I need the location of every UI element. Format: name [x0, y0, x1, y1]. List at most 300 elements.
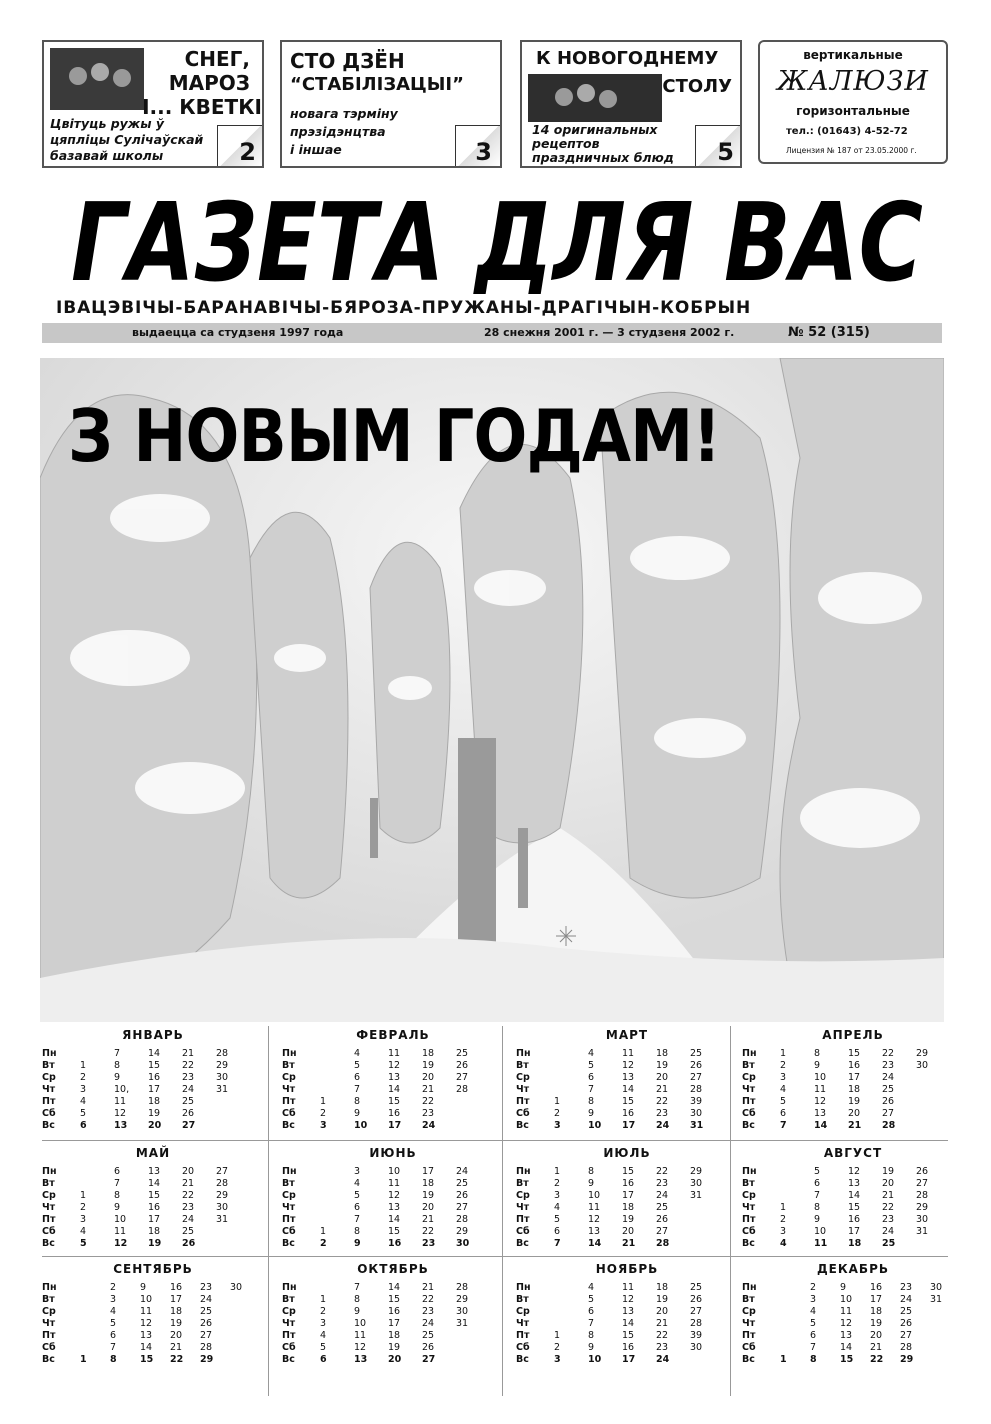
- calendar-date: 7: [114, 1178, 121, 1189]
- new-year-headline: З НОВЫМ ГОДАМ!: [68, 394, 721, 478]
- calendar-date: 18: [848, 1084, 861, 1095]
- teaser-box-1[interactable]: [42, 40, 264, 168]
- calendar-day-name: Вт: [42, 1178, 55, 1189]
- calendar-divider: [268, 1026, 269, 1396]
- calendar-date: 20: [422, 1202, 435, 1213]
- calendar-date: 19: [422, 1060, 435, 1071]
- calendar-week-row: [742, 1202, 964, 1214]
- calendar-date: 18: [388, 1330, 401, 1341]
- calendar-week-row: [516, 1072, 738, 1084]
- calendar-date: 10,: [114, 1084, 130, 1095]
- calendar-date: 1: [80, 1354, 87, 1365]
- calendar-date: 5: [814, 1166, 821, 1177]
- calendar-week-row: [516, 1306, 738, 1318]
- calendar-date: 11: [388, 1178, 401, 1189]
- calendar-date: 27: [690, 1306, 703, 1317]
- calendar-day-name: Пт: [282, 1096, 296, 1107]
- calendar-week-row: [42, 1342, 264, 1354]
- teaser-page-number: 3: [475, 138, 492, 166]
- calendar-date: 2: [80, 1072, 87, 1083]
- calendar-date: 25: [882, 1238, 896, 1249]
- calendar-date: 28: [456, 1282, 469, 1293]
- calendar-week-row: [516, 1120, 738, 1132]
- calendar-date: 25: [200, 1306, 213, 1317]
- calendar-date: 1: [80, 1190, 87, 1201]
- calendar-date: 21: [870, 1342, 883, 1353]
- calendar-day-name: Пн: [516, 1048, 531, 1059]
- calendar-date: 5: [780, 1096, 787, 1107]
- calendar-date: 28: [900, 1342, 913, 1353]
- calendar-date: 25: [690, 1282, 703, 1293]
- calendar-date: 26: [456, 1190, 469, 1201]
- ad-horizontal-label: горизонтальные: [796, 104, 910, 118]
- calendar-date: 26: [690, 1294, 703, 1305]
- calendar-date: 27: [656, 1226, 669, 1237]
- calendar-month: [516, 1146, 738, 1258]
- calendar-month-name: ДЕКАБРЬ: [816, 1262, 890, 1276]
- calendar-week-row: [742, 1282, 964, 1294]
- calendar-day-name: Пт: [42, 1096, 56, 1107]
- calendar-date: 19: [870, 1318, 883, 1329]
- calendar-date: 22: [422, 1096, 435, 1107]
- calendar-date: 29: [900, 1354, 914, 1365]
- calendar-date: 3: [80, 1214, 87, 1225]
- calendar-date: 10: [840, 1294, 853, 1305]
- calendar-date: 29: [216, 1060, 229, 1071]
- calendar-date: 18: [622, 1202, 635, 1213]
- calendar-date: 5: [588, 1060, 595, 1071]
- calendar-date: 28: [690, 1084, 703, 1095]
- calendar-week-row: [282, 1238, 504, 1250]
- calendar-date: 3: [320, 1120, 327, 1131]
- calendar-date: 30: [930, 1282, 943, 1293]
- calendar-date: 10: [588, 1190, 601, 1201]
- calendar-day-name: Пт: [42, 1214, 56, 1225]
- calendar-week-row: [282, 1354, 504, 1366]
- calendar-divider: [42, 1256, 948, 1257]
- teaser-subtitle-line: і іншае: [290, 142, 342, 157]
- calendar-date: 20: [182, 1166, 195, 1177]
- calendar-date: 12: [114, 1108, 127, 1119]
- calendar-date: 1: [320, 1096, 327, 1107]
- calendar-day-name: Вт: [742, 1294, 755, 1305]
- calendar-day-name: Вт: [516, 1294, 529, 1305]
- calendar-date: 27: [200, 1330, 213, 1341]
- calendar-date: 6: [320, 1354, 327, 1365]
- calendar-date: 6: [80, 1120, 87, 1131]
- calendar-day-name: Вс: [282, 1120, 295, 1131]
- calendar-divider: [730, 1026, 731, 1396]
- calendar-day-name: Сб: [742, 1342, 756, 1353]
- blinds-advertisement[interactable]: [758, 40, 948, 164]
- calendar-date: 3: [320, 1318, 327, 1329]
- calendar-date: 21: [182, 1178, 195, 1189]
- calendar-date: 27: [182, 1120, 196, 1131]
- calendar-date: 22: [656, 1096, 669, 1107]
- teaser-box-3[interactable]: [520, 40, 742, 168]
- calendar-date: 29: [216, 1190, 229, 1201]
- calendar-date: 1: [554, 1096, 561, 1107]
- calendar-day-name: Вс: [742, 1120, 755, 1131]
- calendar-date: 21: [422, 1214, 435, 1225]
- calendar-date: 28: [656, 1238, 670, 1249]
- calendar-week-row: [742, 1342, 964, 1354]
- calendar-date: 24: [422, 1120, 436, 1131]
- calendar-week-row: [282, 1060, 504, 1072]
- calendar-date: 9: [140, 1282, 147, 1293]
- calendar-month-name: НОЯБРЬ: [595, 1262, 659, 1276]
- calendar-date: 8: [588, 1096, 595, 1107]
- calendar-day-name: Пн: [282, 1048, 297, 1059]
- calendar-date: 11: [840, 1306, 853, 1317]
- calendar-day-name: Ср: [282, 1306, 296, 1317]
- teaser-box-2[interactable]: [280, 40, 502, 168]
- calendar-date: 18: [656, 1282, 669, 1293]
- calendar-date: 12: [622, 1294, 635, 1305]
- calendar-day-name: Вт: [742, 1178, 755, 1189]
- calendar-week-row: [516, 1238, 738, 1250]
- calendar-date: 27: [882, 1108, 895, 1119]
- calendar-day-name: Пн: [742, 1282, 757, 1293]
- calendar-day-name: Чт: [516, 1084, 530, 1095]
- calendar-week-row: [42, 1306, 264, 1318]
- calendar-day-name: Пн: [282, 1166, 297, 1177]
- calendar-date: 9: [588, 1178, 595, 1189]
- calendar-day-name: Чт: [282, 1318, 296, 1329]
- calendar-day-name: Чт: [516, 1318, 530, 1329]
- teaser-page-number: 5: [717, 138, 734, 166]
- calendar-week-row: [42, 1108, 264, 1120]
- calendar-date: 9: [114, 1202, 121, 1213]
- calendar-week-row: [742, 1238, 964, 1250]
- calendar-date: 7: [354, 1282, 361, 1293]
- calendar-week-row: [42, 1166, 264, 1178]
- calendar-date: 30: [456, 1306, 469, 1317]
- calendar-date: 12: [140, 1318, 153, 1329]
- calendar-week-row: [742, 1354, 964, 1366]
- calendar-date: 18: [870, 1306, 883, 1317]
- calendar-date: 28: [216, 1048, 229, 1059]
- calendar-date: 13: [622, 1306, 635, 1317]
- calendar-week-row: [42, 1318, 264, 1330]
- calendar-date: 20: [870, 1330, 883, 1341]
- calendar-date: 17: [622, 1120, 636, 1131]
- calendar-week-row: [742, 1330, 964, 1342]
- calendar-day-name: Пт: [516, 1214, 530, 1225]
- calendar-date: 19: [882, 1166, 895, 1177]
- calendar-day-name: Вс: [42, 1238, 55, 1249]
- calendar-week-row: [282, 1048, 504, 1060]
- calendar-date: 16: [622, 1342, 635, 1353]
- calendar-day-name: Чт: [282, 1084, 296, 1095]
- calendar-date: 4: [80, 1226, 87, 1237]
- calendar-date: 4: [810, 1306, 817, 1317]
- calendar-date: 10: [588, 1120, 602, 1131]
- calendar-day-name: Пт: [742, 1214, 756, 1225]
- calendar-date: 14: [140, 1342, 153, 1353]
- calendar-date: 25: [182, 1096, 195, 1107]
- issue-dates: 28 снежня 2001 г. — 3 студзеня 2002 г.: [484, 326, 735, 339]
- calendar-date: 5: [320, 1342, 327, 1353]
- calendar-day-name: Вт: [282, 1178, 295, 1189]
- calendar-date: 1: [320, 1294, 327, 1305]
- calendar-date: 24: [200, 1294, 213, 1305]
- calendar-date: 22: [182, 1190, 195, 1201]
- masthead-cities: ІВАЦЭВІЧЫ-БАРАНАВІЧЫ-БЯРОЗА-ПРУЖАНЫ-ДРАГІЧЫН-КОБРЫН: [56, 298, 752, 318]
- calendar-date: 25: [456, 1048, 469, 1059]
- calendar-date: 26: [690, 1060, 703, 1071]
- calendar-date: 7: [554, 1238, 561, 1249]
- calendar-date: 28: [916, 1190, 929, 1201]
- calendar-date: 27: [216, 1166, 229, 1177]
- calendar-week-row: [742, 1108, 964, 1120]
- calendar-week-row: [742, 1318, 964, 1330]
- calendar-date: 5: [554, 1214, 561, 1225]
- calendar-date: 9: [814, 1060, 821, 1071]
- calendar-day-name: Пн: [516, 1166, 531, 1177]
- calendar-day-name: Сб: [42, 1342, 56, 1353]
- calendar-date: 30: [216, 1072, 229, 1083]
- calendar-date: 8: [588, 1166, 595, 1177]
- calendar-week-row: [282, 1120, 504, 1132]
- calendar-date: 16: [148, 1202, 161, 1213]
- calendar-date: 17: [148, 1214, 161, 1225]
- calendar-date: 8: [354, 1226, 361, 1237]
- calendar-date: 9: [588, 1342, 595, 1353]
- calendar-week-row: [742, 1226, 964, 1238]
- calendar-month: [282, 1146, 504, 1258]
- calendar-week-row: [516, 1342, 738, 1354]
- calendar-date: 7: [588, 1084, 595, 1095]
- calendar-date: 11: [622, 1282, 635, 1293]
- calendar-date: 17: [848, 1226, 861, 1237]
- calendar-date: 4: [354, 1178, 361, 1189]
- calendar-date: 25: [656, 1202, 669, 1213]
- calendar-month-name: ОКТЯБРЬ: [357, 1262, 429, 1276]
- calendar-date: 15: [388, 1294, 401, 1305]
- teaser-page-number: 2: [239, 138, 256, 166]
- calendar-date: 13: [388, 1072, 401, 1083]
- calendar-date: 1: [554, 1330, 561, 1341]
- calendar-day-name: Чт: [42, 1318, 56, 1329]
- calendar-date: 17: [148, 1084, 161, 1095]
- teaser-subtitle-line: базавай школы: [50, 148, 164, 163]
- teaser-subtitle-line: 14 оригинальных: [532, 122, 658, 137]
- calendar-day-name: Сб: [742, 1226, 756, 1237]
- calendar-day-name: Пн: [282, 1282, 297, 1293]
- calendar-date: 8: [354, 1096, 361, 1107]
- calendar-date: 6: [354, 1072, 361, 1083]
- calendar-date: 19: [422, 1190, 435, 1201]
- calendar-date: 14: [622, 1084, 635, 1095]
- calendar-date: 15: [388, 1096, 401, 1107]
- calendar-date: 8: [814, 1202, 821, 1213]
- newspaper-masthead: [64, 190, 930, 294]
- calendar-date: 22: [182, 1060, 195, 1071]
- calendar-date: 10: [114, 1214, 127, 1225]
- calendar-day-name: Ср: [742, 1306, 756, 1317]
- calendar-day-name: Сб: [42, 1108, 56, 1119]
- calendar-date: 16: [388, 1306, 401, 1317]
- calendar-date: 30: [916, 1214, 929, 1225]
- calendar-date: 25: [882, 1084, 895, 1095]
- teaser-headline-line: І... КВЕТКІ: [142, 95, 262, 119]
- calendar-date: 26: [900, 1318, 913, 1329]
- calendar-date: 18: [422, 1178, 435, 1189]
- calendar-month: [42, 1146, 264, 1258]
- calendar-date: 2: [110, 1282, 117, 1293]
- calendar-date: 29: [690, 1166, 703, 1177]
- calendar-date: 13: [388, 1202, 401, 1213]
- ad-product-name: ЖАЛЮЗИ: [777, 66, 929, 97]
- calendar-week-row: [516, 1214, 738, 1226]
- masthead-title: ГАЗЕТА ДЛЯ ВАС: [71, 190, 923, 294]
- calendar-week-row: [282, 1178, 504, 1190]
- calendar-day-name: Пн: [42, 1282, 57, 1293]
- calendar-month-name: ЯНВАРЬ: [122, 1028, 184, 1042]
- calendar-date: 24: [422, 1318, 435, 1329]
- calendar-date: 18: [422, 1048, 435, 1059]
- calendar-date: 4: [554, 1202, 561, 1213]
- calendar-date: 29: [916, 1202, 929, 1213]
- calendar-day-name: Пн: [42, 1166, 57, 1177]
- calendar-day-name: Вт: [516, 1060, 529, 1071]
- calendar-date: 20: [622, 1226, 635, 1237]
- calendar-date: 6: [588, 1306, 595, 1317]
- calendar-month: [282, 1028, 504, 1140]
- calendar-day-name: Вт: [42, 1060, 55, 1071]
- calendar-date: 26: [916, 1166, 929, 1177]
- calendar-divider: [42, 1140, 948, 1141]
- calendar-week-row: [516, 1226, 738, 1238]
- calendar-date: 5: [810, 1318, 817, 1329]
- calendar-week-row: [282, 1214, 504, 1226]
- issue-info-bar: [42, 323, 942, 343]
- calendar-date: 12: [354, 1342, 367, 1353]
- calendar-week-row: [42, 1096, 264, 1108]
- calendar-date: 7: [114, 1048, 121, 1059]
- teaser-headline-line: МАРОЗ: [168, 71, 250, 95]
- calendar-week-row: [742, 1084, 964, 1096]
- calendar-date: 6: [588, 1072, 595, 1083]
- calendar-date: 11: [388, 1048, 401, 1059]
- calendar-date: 11: [354, 1330, 367, 1341]
- calendar-date: 2: [320, 1108, 327, 1119]
- calendar-date: 12: [388, 1190, 401, 1201]
- calendar-date: 3: [780, 1072, 787, 1083]
- calendar-date: 3: [810, 1294, 817, 1305]
- calendar-date: 31: [930, 1294, 943, 1305]
- calendar-date: 16: [622, 1178, 635, 1189]
- calendar-date: 25: [690, 1048, 703, 1059]
- calendar-day-name: Ср: [282, 1190, 296, 1201]
- calendar-week-row: [516, 1108, 738, 1120]
- calendar-day-name: Вс: [516, 1238, 529, 1249]
- calendar-date: 26: [882, 1096, 895, 1107]
- calendar-date: 3: [780, 1226, 787, 1237]
- calendar-date: 27: [456, 1202, 469, 1213]
- calendar-week-row: [742, 1306, 964, 1318]
- calendar-week-row: [282, 1330, 504, 1342]
- calendar-date: 28: [216, 1178, 229, 1189]
- calendar-week-row: [42, 1330, 264, 1342]
- calendar-day-name: Вт: [42, 1294, 55, 1305]
- calendar-date: 23: [656, 1342, 669, 1353]
- calendar-date: 13: [114, 1120, 128, 1131]
- calendar-date: 15: [622, 1096, 635, 1107]
- calendar-day-name: Вс: [42, 1120, 55, 1131]
- calendar-date: 24: [656, 1190, 669, 1201]
- calendar-week-row: [742, 1096, 964, 1108]
- teaser-headline-line: СТО ДЗЁН: [290, 49, 405, 73]
- calendar-week-row: [516, 1096, 738, 1108]
- calendar-date: 31: [690, 1120, 704, 1131]
- calendar-date: 5: [354, 1190, 361, 1201]
- calendar-date: 17: [622, 1190, 635, 1201]
- calendar-date: 26: [422, 1342, 435, 1353]
- calendar-date: 29: [456, 1226, 469, 1237]
- calendar-date: 15: [140, 1354, 154, 1365]
- calendar-date: 10: [814, 1072, 827, 1083]
- calendar-week-row: [516, 1166, 738, 1178]
- calendar-date: 29: [200, 1354, 214, 1365]
- calendar-day-name: Сб: [282, 1108, 296, 1119]
- calendar-date: 30: [690, 1108, 703, 1119]
- calendar-week-row: [42, 1060, 264, 1072]
- calendar-date: 11: [114, 1226, 127, 1237]
- calendar-date: 4: [588, 1282, 595, 1293]
- calendar-month-name: АПРЕЛЬ: [822, 1028, 884, 1042]
- calendar-date: 2: [810, 1282, 817, 1293]
- calendar-date: 23: [422, 1306, 435, 1317]
- calendar-week-row: [282, 1306, 504, 1318]
- calendar-date: 28: [882, 1120, 896, 1131]
- calendar-date: 27: [690, 1072, 703, 1083]
- calendar-date: 13: [354, 1354, 368, 1365]
- calendar-week-row: [282, 1342, 504, 1354]
- calendar-day-name: Вт: [516, 1178, 529, 1189]
- calendar-month: [742, 1028, 964, 1140]
- calendar-date: 13: [840, 1330, 853, 1341]
- calendar-date: 2: [320, 1238, 327, 1249]
- calendar-week-row: [42, 1048, 264, 1060]
- calendar-date: 20: [882, 1178, 895, 1189]
- calendar-week-row: [516, 1354, 738, 1366]
- calendar-week-row: [282, 1318, 504, 1330]
- calendar-week-row: [516, 1190, 738, 1202]
- calendar-day-name: Сб: [516, 1226, 530, 1237]
- calendar-date: 7: [814, 1190, 821, 1201]
- calendar-date: 9: [354, 1238, 361, 1249]
- calendar-date: 23: [200, 1282, 213, 1293]
- calendar-day-name: Сб: [516, 1342, 530, 1353]
- calendar-date: 21: [848, 1120, 862, 1131]
- teaser-headline-line: К НОВОГОДНЕМУ: [536, 48, 719, 69]
- calendar-date: 16: [622, 1108, 635, 1119]
- calendar-week-row: [282, 1084, 504, 1096]
- calendar-date: 19: [148, 1238, 162, 1249]
- calendar-week-row: [42, 1294, 264, 1306]
- calendar-month-name: ФЕВРАЛЬ: [356, 1028, 430, 1042]
- calendar-week-row: [742, 1048, 964, 1060]
- calendar-date: 14: [622, 1318, 635, 1329]
- calendar-month-name: МАЙ: [135, 1146, 171, 1160]
- calendar-date: 30: [456, 1238, 470, 1249]
- calendar-date: 4: [320, 1330, 327, 1341]
- calendar-week-row: [516, 1060, 738, 1072]
- calendar-week-row: [282, 1226, 504, 1238]
- calendar-date: 14: [388, 1214, 401, 1225]
